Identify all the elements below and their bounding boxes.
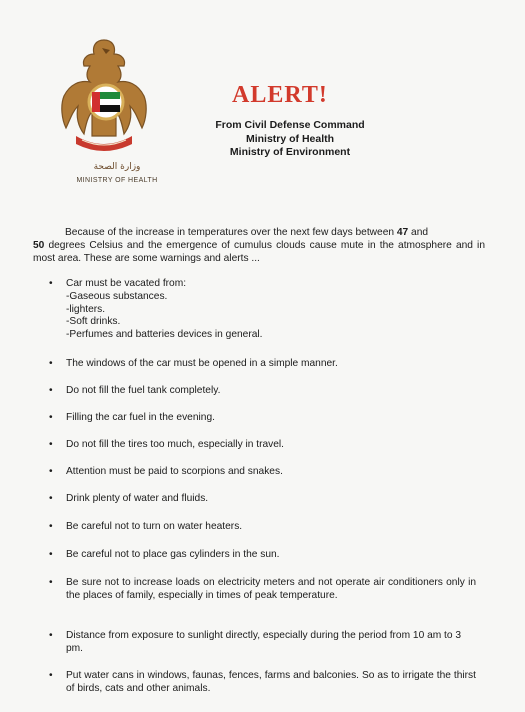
bullet-icon: • (49, 521, 53, 532)
list-item-text: Filling the car fuel in the evening. (66, 412, 215, 423)
issuers-block (200, 119, 380, 160)
bullet-icon: • (49, 549, 53, 560)
list-item (46, 493, 476, 506)
list-item-text: Do not fill the fuel tank completely. (66, 385, 221, 396)
issuer-line: From Civil Defense Command (215, 119, 365, 131)
intro-paragraph (33, 226, 485, 265)
uae-falcon-emblem-icon (56, 36, 152, 152)
list-item-text: Be careful not to turn on water heaters. (66, 521, 243, 532)
bullet-icon: • (49, 278, 53, 289)
bullet-icon: • (49, 493, 53, 504)
intro-text: and (408, 227, 429, 238)
intro-text: degrees Celsius and the emergence of cumulus clouds cause mute in the atmosphere and in most area. These are some warnings and alerts ... (33, 240, 485, 264)
list-item-title: Car must be vacated from: (66, 278, 187, 289)
list-item (46, 358, 476, 371)
issuer-line: Ministry of Health (245, 132, 335, 145)
bullet-icon: • (49, 439, 53, 450)
list-item-text: Do not fill the tires too much, especially in travel. (66, 439, 284, 450)
list-item-text: Drink plenty of water and fluids. (66, 493, 209, 504)
bullet-icon: • (49, 385, 53, 396)
list-item-text: Attention must be paid to scorpions and snakes. (66, 466, 283, 477)
list-item (46, 439, 476, 452)
ministry-arabic-label: وزارة الصحة (93, 162, 141, 172)
list-item-text: Be sure not to increase loads on electricity meters and not operate air conditioners only in the places of family, especially in times of peak temperature. (66, 577, 476, 601)
list-item-text: Put water cans in windows, faunas, fences, farms and balconies. So as to irrigate the thirst of birds, cats and other animals. (66, 670, 476, 694)
intro-text: Because of the increase in temperatures over the next few days between (65, 227, 397, 238)
list-item (46, 278, 476, 342)
list-item (46, 385, 476, 398)
list-item (46, 630, 476, 656)
sub-item: -Soft drinks. (66, 316, 121, 328)
list-item (46, 412, 476, 425)
list-item (46, 670, 476, 696)
list-item-text: The windows of the car must be opened in a simple manner. (66, 358, 338, 369)
bullet-icon: • (49, 412, 53, 423)
sub-item: -Perfumes and batteries devices in general. (66, 329, 263, 341)
list-item (46, 577, 476, 603)
bullet-icon: • (49, 358, 53, 369)
temperature-high: 50 (33, 240, 45, 251)
alert-title: ALERT! (232, 82, 328, 108)
sub-item: -lighters. (66, 303, 106, 315)
temperature-low: 47 (396, 227, 409, 238)
bullet-icon: • (49, 670, 53, 681)
issuer-line: Ministry of Environment (229, 146, 351, 158)
list-item (46, 549, 476, 562)
list-item-text: Be careful not to place gas cylinders in the sun. (66, 549, 280, 560)
bullet-icon: • (49, 577, 53, 588)
list-item-text: Distance from exposure to sunlight directly, especially during the period from 10 am to 3 pm. (66, 630, 462, 654)
bullet-icon: • (49, 466, 53, 477)
sub-item: -Gaseous substances. (66, 290, 168, 302)
bullet-icon: • (49, 630, 53, 641)
list-item (46, 466, 476, 479)
ministry-label: MINISTRY OF HEALTH (76, 177, 158, 184)
list-item (46, 521, 476, 534)
